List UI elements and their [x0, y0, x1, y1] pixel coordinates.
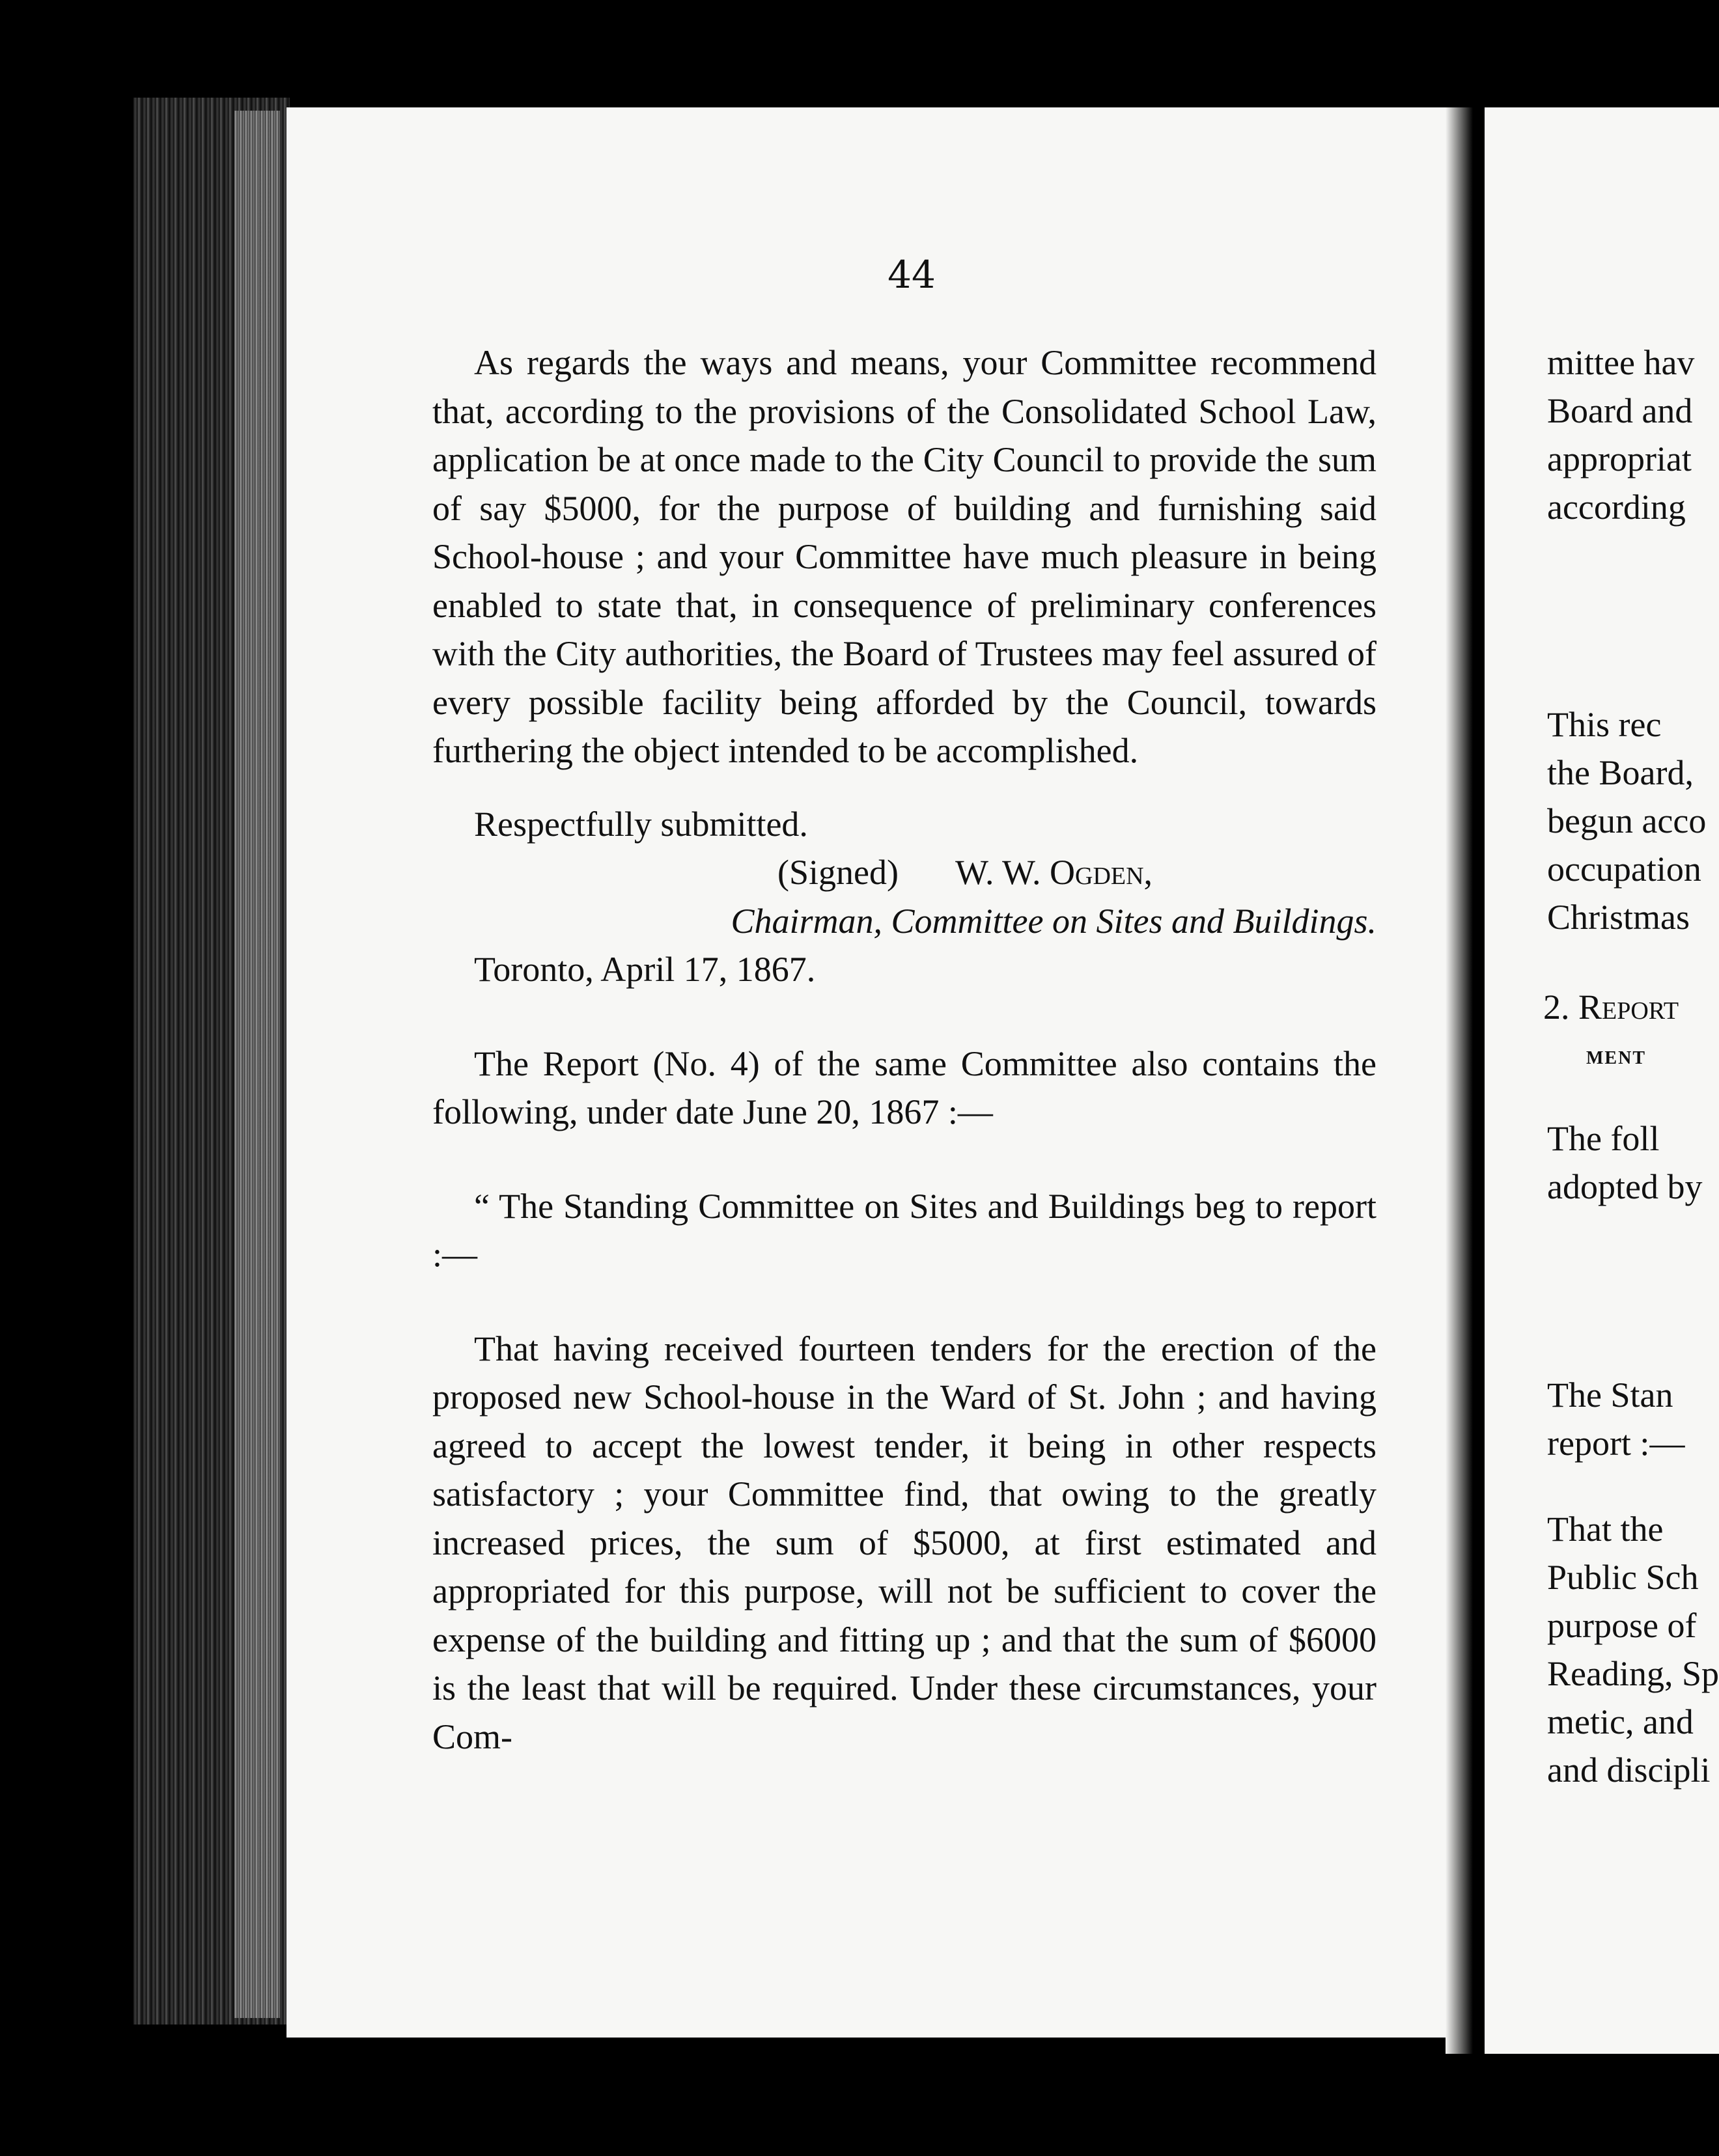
- signed-label: (Signed): [777, 853, 899, 892]
- right-line: metic, and: [1547, 1702, 1694, 1741]
- right-line: and discipli: [1547, 1750, 1711, 1790]
- page-edges: [234, 111, 280, 2018]
- paragraph-ways-and-means: As regards the ways and means, your Committee recommend that, according to the provisions of the Consolidated School Law, application be at once made to the City Council to provide the sum of say $5000, for the purpose of building and furnishing said School-house ; and your Committee have much pleasure in being enabled to state that, in consequence of preliminary conferences with the City authorities, the Board of Trustees may feel assured of every possible facility being afforded by the Council, towards furthering the object intended to be accomplished.: [432, 343, 1377, 770]
- right-line: This rec: [1547, 705, 1662, 744]
- right-page-fragments: [1543, 339, 1719, 1794]
- right-line: adopted by: [1547, 1167, 1703, 1206]
- page-number: 44: [887, 253, 936, 297]
- left-page-body: [432, 339, 1377, 1761]
- signer-title: Chairman, Committee on Sites and Buildings.: [731, 901, 1377, 941]
- gutter-shadow: [1446, 107, 1485, 2054]
- right-line: occupation: [1547, 850, 1701, 889]
- paragraph-report-no4: The Report (No. 4) of the same Committee also contains the following, under date June 20, 1867 :—: [432, 1043, 1377, 1131]
- right-line: That the: [1547, 1510, 1664, 1549]
- closing-line: Respectfully submitted.: [474, 804, 808, 844]
- right-line: Christmas: [1547, 898, 1690, 937]
- right-line: The foll: [1547, 1119, 1660, 1158]
- right-line: begun acco: [1547, 801, 1707, 840]
- signer-name: W. W. Ogden,: [955, 853, 1153, 892]
- dateline: Toronto, April 17, 1867.: [474, 950, 816, 989]
- signature-line: [432, 848, 1377, 897]
- right-line: appropriat: [1547, 439, 1692, 478]
- right-line: Reading, Sp: [1547, 1654, 1719, 1693]
- right-line: purpose of: [1547, 1606, 1697, 1645]
- right-line: according: [1547, 488, 1686, 527]
- right-line: report :—: [1547, 1424, 1685, 1463]
- right-line: Board and: [1547, 391, 1693, 430]
- right-line: 2. Report: [1543, 988, 1679, 1027]
- paragraph-tenders: That having received fourteen tenders for the erection of the proposed new School-house in the Ward of St. John ; and having agreed to accept the lowest tender, it being in other respects satisfactory ; your Committee find, that owing to the greatly increased prices, the sum of $5000, at first estimated and appropriated for this purpose, will not be sufficient to cover the expense of the building and fitting up ; and that the sum of $6000 is the least that will be required. Under these circumstances, your Com-: [432, 1329, 1377, 1756]
- right-line: The Stan: [1547, 1375, 1673, 1415]
- right-line: mittee hav: [1547, 343, 1695, 382]
- right-line: ment: [1586, 1040, 1646, 1070]
- right-line: the Board,: [1547, 753, 1694, 792]
- paragraph-standing-committee: “ The Standing Committee on Sites and Buildings beg to report :—: [432, 1186, 1377, 1274]
- right-line: Public Sch: [1547, 1558, 1699, 1597]
